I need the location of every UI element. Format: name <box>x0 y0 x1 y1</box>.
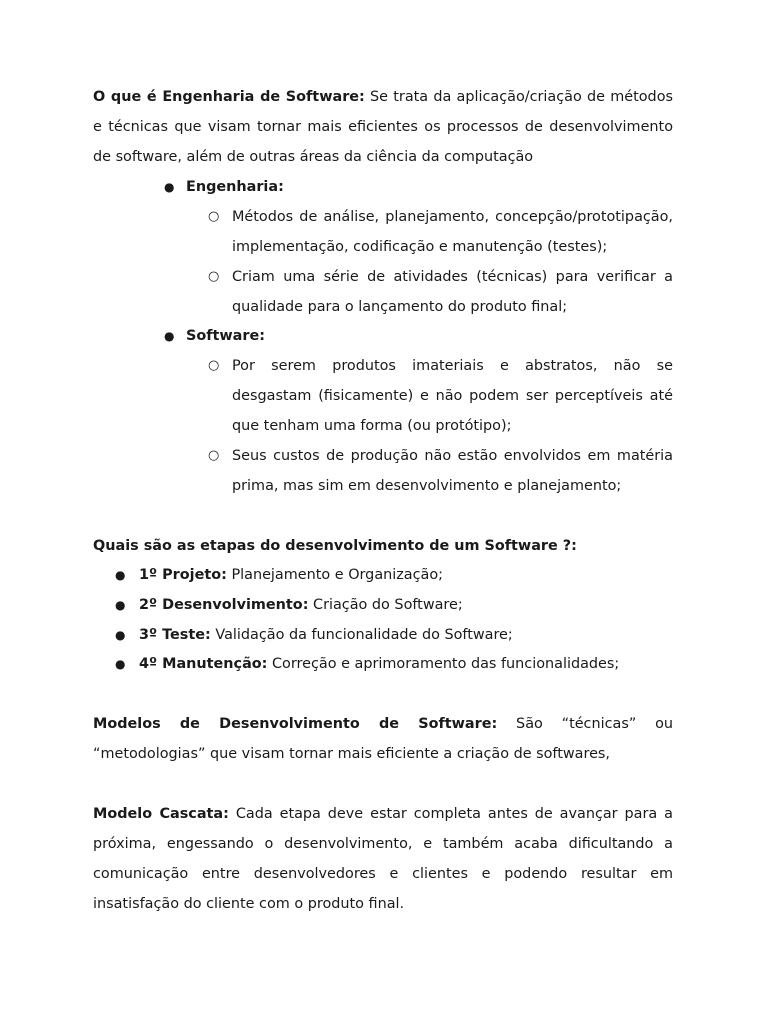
bullet-icon: ● <box>164 329 175 343</box>
bullet-icon: ● <box>164 180 175 194</box>
intro-heading: O que é Engenharia de Software: <box>93 89 365 105</box>
cascata-heading: Modelo Cascata: <box>93 806 229 822</box>
step-item-3 <box>139 620 513 650</box>
step-item-2 <box>139 590 463 620</box>
cascata-paragraph <box>93 799 673 919</box>
steps-heading: Quais são as etapas do desenvolvimento de um Software ?: <box>93 538 577 554</box>
engenharia-item-2: Criam uma série de atividades (técnicas) para verificar a qualidade para o lançamento do produto final; <box>232 269 673 315</box>
models-heading: Modelos de Desenvolvimento de Software: <box>93 716 498 732</box>
group-title-software: Software: <box>186 328 266 344</box>
bullet-icon: ● <box>115 628 126 642</box>
intro-text: Se trata da aplicação/criação de métodos e técnicas que visam tornar mais eficientes os processos de desenvolvimento de software, além de outras áreas da ciência da computação <box>93 89 673 165</box>
step-label: 4º Manutenção: <box>139 656 268 672</box>
step-text: Planejamento e Organização; <box>226 567 444 583</box>
bullet-icon: ● <box>115 568 126 582</box>
bullet-icon: ● <box>115 598 126 612</box>
software-item-2: Seus custos de produção não estão envolvidos em matéria prima, mas sim em desenvolvimento e planejamento; <box>232 448 673 494</box>
step-text: Correção e aprimoramento das funcionalidades; <box>267 656 620 672</box>
engenharia-item-1: Métodos de análise, planejamento, concepção/prototipação, implementação, codificação e manutenção (testes); <box>232 209 673 255</box>
models-paragraph <box>93 709 673 769</box>
models-text: São “técnicas” ou “metodologias” que visam tornar mais eficiente a criação de softwares, <box>93 716 673 762</box>
circle-bullet-icon: ○ <box>208 209 220 224</box>
software-item-1: Por serem produtos imateriais e abstratos, não se desgastam (fisicamente) e não podem ser perceptíveis até que tenham uma forma (ou protótipo); <box>232 358 673 434</box>
group-title-engenharia: Engenharia: <box>186 179 284 195</box>
cascata-text: Cada etapa deve estar completa antes de avançar para a próxima, engessando o desenvolvimento, e também acaba dificultando a comunicação entre desenvolvedores e clientes e podendo resultar em insatisfação do cliente com o produto final. <box>93 806 673 912</box>
step-label: 1º Projeto: <box>139 567 227 583</box>
bullet-icon: ● <box>115 657 126 671</box>
step-item-4 <box>139 649 619 679</box>
circle-bullet-icon: ○ <box>208 269 220 284</box>
step-text: Criação do Software; <box>308 597 463 613</box>
step-label: 3º Teste: <box>139 627 211 643</box>
circle-bullet-icon: ○ <box>208 448 220 463</box>
circle-bullet-icon: ○ <box>208 358 220 373</box>
step-item-1 <box>139 560 443 590</box>
intro-paragraph <box>93 82 673 172</box>
step-label: 2º Desenvolvimento: <box>139 597 309 613</box>
step-text: Validação da funcionalidade do Software; <box>210 627 513 643</box>
